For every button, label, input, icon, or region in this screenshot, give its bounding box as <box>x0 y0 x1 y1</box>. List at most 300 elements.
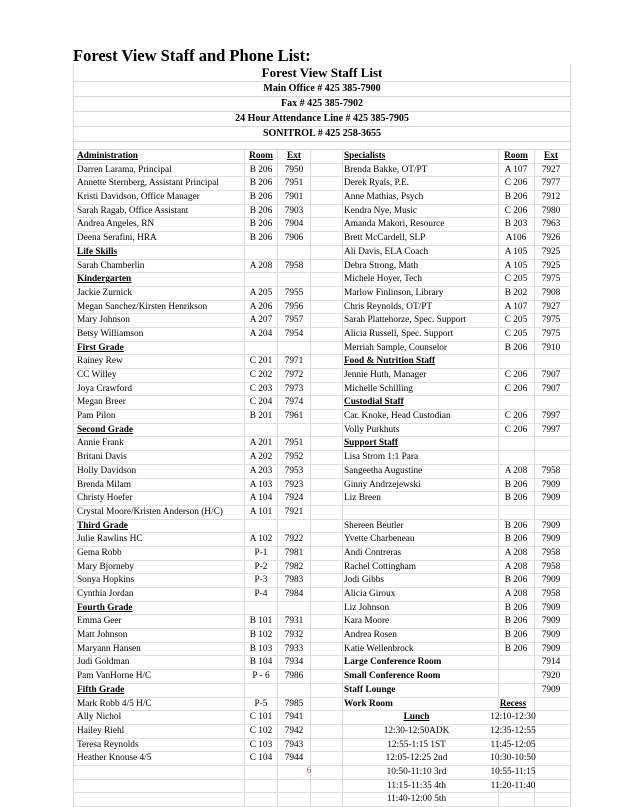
left-name: Rainey Rew <box>77 356 123 367</box>
left-name: Matt Johnson <box>77 630 128 641</box>
spacer-row <box>74 142 570 150</box>
lunch-time: 11:15-11:35 4th <box>387 780 446 791</box>
right-room: B 206 <box>504 342 528 353</box>
left-ext: 7983 <box>284 575 304 586</box>
left-room: P-1 <box>254 547 268 558</box>
table-row <box>74 355 570 369</box>
table-row <box>74 232 570 246</box>
left-name: Megan Breer <box>77 397 126 408</box>
schedule-row <box>74 780 570 794</box>
left-ext: 7986 <box>284 671 304 682</box>
left-room: P-4 <box>254 589 268 599</box>
right-name: Volly Purkhuts <box>344 424 400 435</box>
left-name: Pam VanHorne H/C <box>77 671 152 682</box>
right-ext: 7926 <box>541 233 561 244</box>
right-room <box>499 396 533 409</box>
right-ext: 7912 <box>541 192 561 203</box>
table-row <box>74 643 570 657</box>
left-name: Ally Nichol <box>77 712 122 723</box>
left-ext: 7932 <box>284 630 304 641</box>
right-name: Merriah Sample, Counselor <box>344 342 448 353</box>
right-room: A 208 <box>504 465 528 476</box>
left-ext: 7943 <box>284 739 304 750</box>
right-name: Sangeetha Augustine <box>344 465 423 476</box>
left-name: Mark Robb 4/5 H/C <box>77 698 152 709</box>
right-name: Shereen Beutler <box>344 520 404 531</box>
right-ext: 7909 <box>541 520 561 531</box>
left-ext: 7951 <box>284 438 304 449</box>
right-ext: 7910 <box>541 342 561 353</box>
left-room: B 101 <box>249 616 273 627</box>
lunch-time: 12:55-1:15 1ST <box>387 739 446 750</box>
left-name: Administration <box>77 151 138 161</box>
right-room: B 206 <box>504 616 528 627</box>
right-room: C 205 <box>504 274 528 285</box>
right-name: Specialists <box>344 151 386 161</box>
recess-time: 12:10-12:30 <box>490 712 536 723</box>
right-room: B 206 <box>504 575 528 586</box>
table-row <box>74 602 570 616</box>
schedule-row <box>74 752 570 766</box>
right-room: C 206 <box>504 178 528 189</box>
left-name: Pam Pilon <box>77 411 116 422</box>
right-ext: 7963 <box>541 219 561 230</box>
left-room: A 104 <box>249 493 273 504</box>
right-ext: 7925 <box>541 246 561 257</box>
left-room: P - 6 <box>252 671 270 682</box>
right-ext: Ext <box>544 151 558 161</box>
left-room: B 206 <box>249 205 273 216</box>
table-row <box>74 328 570 342</box>
right-name: Michelle Schilling <box>344 383 413 394</box>
right-ext <box>536 506 566 519</box>
left-ext <box>279 424 309 437</box>
right-ext: 7958 <box>541 589 561 599</box>
right-name: Ginny Andrzejewski <box>344 479 421 490</box>
left-room <box>246 780 276 793</box>
left-room: A 204 <box>249 328 273 339</box>
right-room: B 206 <box>504 602 528 613</box>
left-name: Second Grade <box>77 424 134 435</box>
schedule-row <box>74 711 570 725</box>
left-ext: 7953 <box>284 465 304 476</box>
fax-line: Fax # 425 385-7902 <box>74 97 570 112</box>
left-room: B 206 <box>249 219 273 230</box>
right-name: Small Conference Room <box>344 671 441 682</box>
right-room: B 206 <box>504 479 528 490</box>
left-room: A 208 <box>249 260 273 271</box>
table-row <box>74 314 570 328</box>
left-ext <box>279 342 309 355</box>
right-ext: 7958 <box>541 547 561 558</box>
table-row <box>74 561 570 575</box>
right-ext <box>536 355 566 368</box>
right-ext <box>536 451 566 464</box>
recess-time: 11:45-12:05 <box>490 739 536 750</box>
page-number: 6 <box>306 765 312 775</box>
left-name: Megan Sanchez/Kirsten Henrikson <box>77 301 208 312</box>
right-name: Michele Hoyer, Tech <box>344 274 423 285</box>
left-name: Life Skills <box>77 246 118 257</box>
right-name: Anne Mathias, Psych <box>344 192 424 203</box>
left-ext: 7950 <box>284 164 304 175</box>
left-name: Fifth Grade <box>77 684 125 695</box>
left-ext: 7982 <box>284 561 304 572</box>
left-room <box>246 342 276 355</box>
right-name: Alicia Russell, Spec. Support <box>344 328 454 339</box>
left-name: Judi Goldman <box>77 657 130 668</box>
recess-time: 12:35-12:55 <box>490 725 536 736</box>
right-room: C 205 <box>504 328 528 339</box>
right-name: Sarah Plattehorze, Spec. Support <box>344 315 467 326</box>
table-row <box>74 698 570 712</box>
left-name: Hailey Riehl <box>77 725 125 736</box>
right-ext: 7909 <box>541 575 561 586</box>
right-room <box>499 437 533 450</box>
left-ext: 7904 <box>284 219 304 230</box>
left-name: Heather Knouse 4/5 <box>77 753 152 764</box>
right-room <box>499 656 533 669</box>
table-row <box>74 218 570 232</box>
left-ext <box>279 602 309 615</box>
left-room: B 103 <box>249 643 273 654</box>
table-row <box>74 150 570 164</box>
right-name: Marlow Finlinson, Library <box>344 287 444 298</box>
right-ext: 7925 <box>541 260 561 271</box>
schedule-row <box>74 725 570 739</box>
table-row <box>74 533 570 547</box>
right-ext: 7909 <box>541 630 561 641</box>
left-ext: 7958 <box>284 260 304 271</box>
right-ext: 7909 <box>541 684 561 695</box>
left-room: A 205 <box>249 287 273 298</box>
left-name: Crystal Moore/Kristen Anderson (H/C) <box>77 506 223 517</box>
right-room: A 107 <box>504 164 528 175</box>
right-ext: 7908 <box>541 287 561 298</box>
right-ext: 7909 <box>541 534 561 545</box>
right-room: C 206 <box>504 370 528 380</box>
left-name: Emma Geer <box>77 616 122 627</box>
right-ext: 7927 <box>541 301 561 312</box>
right-name: Ali Davis, ELA Coach <box>344 246 429 257</box>
left-ext: 7924 <box>284 493 304 504</box>
left-name: First Grade <box>77 342 124 353</box>
left-room <box>246 424 276 437</box>
table-row <box>74 615 570 629</box>
page-title: Forest View Staff and Phone List: <box>73 46 311 65</box>
right-room: A 208 <box>504 561 528 572</box>
right-room: B 206 <box>504 520 528 531</box>
table-row <box>74 547 570 561</box>
table-row <box>74 301 570 315</box>
table-row <box>74 506 570 520</box>
right-name: Work Room <box>344 698 393 709</box>
right-ext: 7997 <box>541 424 561 435</box>
right-room: B 206 <box>504 534 528 545</box>
right-room: Room <box>504 151 528 161</box>
lunch-time: 11:40-12:00 5th <box>386 794 447 805</box>
recess-time: 10:30-10:50 <box>490 753 536 764</box>
right-name: Custodial Staff <box>344 397 404 408</box>
left-name: Britani Davis <box>77 452 127 463</box>
table-row <box>74 246 570 260</box>
left-room: A 207 <box>249 315 273 326</box>
left-name: Kristi Davidson, Office Manager <box>77 192 200 203</box>
left-ext <box>279 246 309 259</box>
left-ext: 7934 <box>284 657 304 668</box>
table-row <box>74 383 570 397</box>
left-room: P-5 <box>254 698 268 709</box>
left-name: Kindergarten <box>77 274 132 285</box>
left-ext: 7981 <box>284 547 304 558</box>
left-ext: 7955 <box>284 287 304 298</box>
table-row <box>74 424 570 438</box>
left-ext: 7901 <box>284 192 304 203</box>
right-ext: 7958 <box>541 465 561 476</box>
table-row <box>74 273 570 287</box>
right-ext <box>536 396 566 409</box>
right-room: B 202 <box>504 287 528 298</box>
schedule-row <box>74 793 570 807</box>
table-row <box>74 177 570 191</box>
attendance-line: 24 Hour Attendance Line # 425 385-7905 <box>74 112 570 127</box>
right-room: B 206 <box>504 630 528 641</box>
right-ext: 7997 <box>541 411 561 422</box>
left-ext: 7974 <box>284 397 304 408</box>
left-name: Sarah Chamberlin <box>77 260 145 271</box>
right-name: Jennie Huth, Manager <box>344 370 427 380</box>
left-ext: 7985 <box>284 698 304 709</box>
table-row <box>74 205 570 219</box>
left-name: Andrea Angeles, RN <box>77 219 155 230</box>
right-ext: 7909 <box>541 616 561 627</box>
recess-time: 11:20-11:40 <box>490 780 536 791</box>
right-room: B 206 <box>504 643 528 654</box>
left-name: Jackie Zurnick <box>77 287 132 298</box>
right-name: Lisa Strom 1:1 Para <box>344 452 419 463</box>
staff-list-title: Forest View Staff List <box>74 64 570 82</box>
table-row <box>74 629 570 643</box>
left-room: A 202 <box>249 452 273 463</box>
left-name: Third Grade <box>77 520 128 531</box>
left-ext: 7933 <box>284 643 304 654</box>
table-row <box>74 260 570 274</box>
right-ext: 7975 <box>541 328 561 339</box>
table-row <box>74 684 570 698</box>
left-name: Cynthia Jordan <box>77 589 134 599</box>
right-ext: 7975 <box>541 315 561 326</box>
left-room: P-3 <box>254 575 268 586</box>
left-ext: Ext <box>287 151 301 161</box>
left-room: C 104 <box>249 753 273 764</box>
left-name: Annette Sternberg, Assistant Principal <box>77 178 219 189</box>
left-name: CC Willey <box>77 370 117 380</box>
right-name: Yvette Charbeneau <box>344 534 415 545</box>
left-name: Annie Frank <box>77 438 124 449</box>
right-name: Brenda Bakke, OT/PT <box>344 164 428 175</box>
left-room <box>246 520 276 533</box>
left-ext: 7972 <box>284 370 304 380</box>
right-ext: 7909 <box>541 643 561 654</box>
left-room <box>246 273 276 286</box>
right-room <box>499 355 533 368</box>
table-row <box>74 492 570 506</box>
staff-table <box>74 150 570 807</box>
staff-list-sheet <box>73 64 571 807</box>
left-ext: 7951 <box>284 178 304 189</box>
left-name: Sonya Hopkins <box>77 575 135 586</box>
left-room: B 206 <box>249 164 273 175</box>
table-row <box>74 191 570 205</box>
left-room: C 204 <box>249 397 273 408</box>
left-room: B 201 <box>249 411 273 422</box>
right-name: Car. Knoke, Head Custodian <box>344 411 451 422</box>
left-room: B 206 <box>249 233 273 244</box>
right-room: C 206 <box>504 205 528 216</box>
schedule-row <box>74 739 570 753</box>
right-ext: 7980 <box>541 205 561 216</box>
left-ext: 7984 <box>284 589 304 599</box>
lunch-header: Lunch <box>403 712 430 723</box>
right-room: A 105 <box>504 260 528 271</box>
left-ext <box>279 684 309 697</box>
left-room <box>246 684 276 697</box>
left-name: Holly Davidson <box>77 465 137 476</box>
table-row <box>74 396 570 410</box>
right-name: Alicia Giroux <box>344 589 396 599</box>
table-row <box>74 437 570 451</box>
right-room <box>499 684 533 697</box>
left-name: Brenda Milam <box>77 479 131 490</box>
sonitrol-line: SONITROL # 425 258-3655 <box>74 127 570 142</box>
right-room: C 206 <box>504 424 528 435</box>
right-name: Kendra Nye, Music <box>344 205 418 216</box>
lunch-time: 10:50-11:10 3rd <box>386 766 447 777</box>
left-room: B 206 <box>249 192 273 203</box>
left-name: Christy Hoefer <box>77 493 133 504</box>
left-ext: 7903 <box>284 205 304 216</box>
right-room: B 206 <box>504 192 528 203</box>
right-name: Staff Lounge <box>344 684 396 695</box>
left-ext <box>279 520 309 533</box>
table-row <box>74 164 570 178</box>
table-row <box>74 479 570 493</box>
left-room: B 102 <box>249 630 273 641</box>
recess-time: 10:55-11:15 <box>490 766 536 777</box>
lunch-time: 12:05-12:25 2nd <box>385 753 448 764</box>
right-room: C 205 <box>504 315 528 326</box>
table-row <box>74 670 570 684</box>
table-row <box>74 342 570 356</box>
right-name: Andi Contreras <box>344 547 402 558</box>
right-room: C 206 <box>504 411 528 422</box>
right-ext <box>536 437 566 450</box>
right-ext: 7909 <box>541 602 561 613</box>
right-room <box>499 506 533 519</box>
left-room: A 103 <box>249 479 273 490</box>
left-name: Darren Larama, Principal <box>77 164 172 175</box>
right-ext: 7907 <box>541 383 561 394</box>
lunch-time: 12:30-12:50ADK <box>383 725 450 736</box>
left-ext: 7957 <box>284 315 304 326</box>
right-name: Liz Johnson <box>344 602 390 613</box>
left-name: Betsy Williamson <box>77 328 144 339</box>
table-row <box>74 574 570 588</box>
right-name: Kara Moore <box>344 616 390 627</box>
table-row <box>74 369 570 383</box>
right-name: Amanda Makori, Resource <box>344 219 445 230</box>
right-room: A 105 <box>504 246 528 257</box>
left-ext: 7942 <box>284 725 304 736</box>
right-room <box>499 451 533 464</box>
right-room: A106 <box>505 233 527 244</box>
right-name <box>344 506 504 519</box>
left-room: Room <box>249 151 273 161</box>
left-room: B 104 <box>249 657 273 668</box>
right-name: Rachel Cottingham <box>344 561 417 572</box>
left-room: C 103 <box>249 739 273 750</box>
left-room <box>246 246 276 259</box>
left-ext: 7961 <box>284 411 304 422</box>
left-room: B 206 <box>249 178 273 189</box>
table-row <box>74 656 570 670</box>
right-ext: 7958 <box>541 561 561 572</box>
right-name: Large Conference Room <box>344 657 442 668</box>
left-ext: 7922 <box>284 534 304 545</box>
left-ext: 7944 <box>284 753 304 764</box>
right-name: Chris Reynolds, OT/PT <box>344 301 433 312</box>
right-name: Brett McCardell, SLP <box>344 233 426 244</box>
right-name: Katie Wellenbrock <box>344 643 414 654</box>
right-room: C 206 <box>504 383 528 394</box>
right-room: A 208 <box>504 547 528 558</box>
right-name: Andrea Rosen <box>344 630 397 641</box>
recess-header: Recess <box>499 698 527 709</box>
left-room: A 206 <box>249 301 273 312</box>
left-name: Maryann Hansen <box>77 643 141 654</box>
right-room: B 203 <box>504 219 528 230</box>
main-office-line: Main Office # 425 385-7900 <box>74 82 570 97</box>
left-room: P-2 <box>254 561 268 572</box>
left-name: Julie Rawlins HC <box>77 534 143 545</box>
left-room <box>246 602 276 615</box>
right-name: Debra Strong, Math <box>344 260 419 271</box>
left-ext: 7954 <box>284 328 304 339</box>
right-ext: 7920 <box>541 671 561 682</box>
right-ext: 7909 <box>541 493 561 504</box>
left-ext: 7923 <box>284 479 304 490</box>
left-name: Mary Bjorneby <box>77 561 135 572</box>
right-name: Derek Ryals, P.E. <box>344 178 409 189</box>
left-ext <box>279 273 309 286</box>
left-name: Sarah Ragab, Office Assistant <box>77 205 189 216</box>
right-name: Liz Breen <box>344 493 381 504</box>
left-ext: 7952 <box>284 452 304 463</box>
right-name: Support Staff <box>344 438 398 449</box>
left-room: C 101 <box>249 712 273 723</box>
left-ext: 7906 <box>284 233 304 244</box>
left-name: Deena Serafini, HRA <box>77 233 157 244</box>
left-ext: 7956 <box>284 301 304 312</box>
left-ext: 7921 <box>284 506 304 517</box>
left-room: A 201 <box>249 438 273 449</box>
left-room: A 102 <box>249 534 273 545</box>
left-ext: 7931 <box>284 616 304 627</box>
left-room: C 202 <box>249 370 273 380</box>
right-room: B 206 <box>504 493 528 504</box>
left-name: Gema Robb <box>77 547 122 558</box>
right-ext: 7907 <box>541 370 561 380</box>
